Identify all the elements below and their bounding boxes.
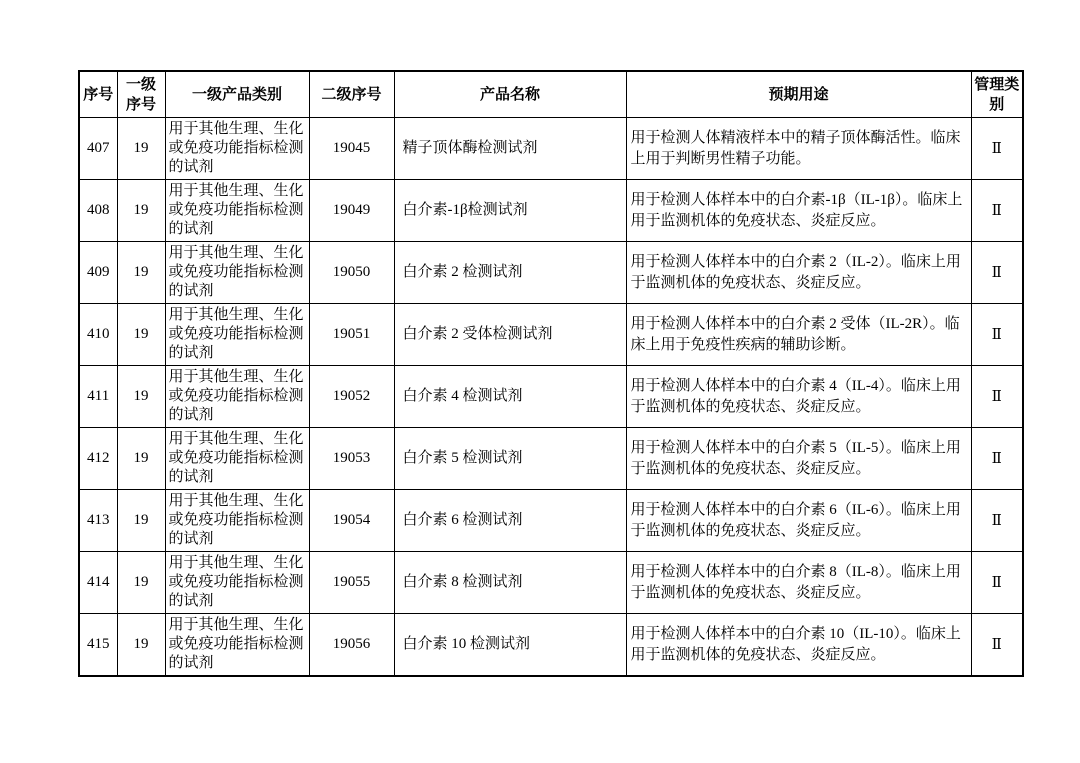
col-header-mgmt-class: 管理类别 <box>971 71 1023 118</box>
cell-intended-use: 用于检测人体样本中的白介素 6（IL-6）。临床上用于监测机体的免疫状态、炎症反应。 <box>626 490 971 552</box>
cell-mgmt-class: Ⅱ <box>971 614 1023 677</box>
cell-intended-use: 用于检测人体精液样本中的精子顶体酶活性。临床上用于判断男性精子功能。 <box>626 118 971 180</box>
cell-level2-serial: 19055 <box>309 552 394 614</box>
cell-level1-serial: 19 <box>117 304 165 366</box>
cell-product-name: 白介素 4 检测试剂 <box>394 366 626 428</box>
cell-level2-serial: 19045 <box>309 118 394 180</box>
cell-category: 用于其他生理、生化或免疫功能指标检测的试剂 <box>165 614 309 677</box>
cell-product-name: 白介素 5 检测试剂 <box>394 428 626 490</box>
cell-product-name: 白介素-1β检测试剂 <box>394 180 626 242</box>
cell-mgmt-class: Ⅱ <box>971 118 1023 180</box>
cell-mgmt-class: Ⅱ <box>971 428 1023 490</box>
cell-level2-serial: 19053 <box>309 428 394 490</box>
table-header-row <box>79 71 1023 118</box>
table-row <box>79 180 1023 242</box>
cell-serial: 412 <box>79 428 117 490</box>
cell-serial: 410 <box>79 304 117 366</box>
cell-level1-serial: 19 <box>117 180 165 242</box>
cell-level1-serial: 19 <box>117 366 165 428</box>
cell-intended-use: 用于检测人体样本中的白介素 4（IL-4）。临床上用于监测机体的免疫状态、炎症反应。 <box>626 366 971 428</box>
cell-mgmt-class: Ⅱ <box>971 180 1023 242</box>
cell-level1-serial: 19 <box>117 490 165 552</box>
cell-level2-serial: 19050 <box>309 242 394 304</box>
cell-intended-use: 用于检测人体样本中的白介素 2 受体（IL-2R）。临床上用于免疫性疾病的辅助诊断。 <box>626 304 971 366</box>
cell-product-name: 白介素 2 检测试剂 <box>394 242 626 304</box>
cell-intended-use: 用于检测人体样本中的白介素 10（IL-10）。临床上用于监测机体的免疫状态、炎症反应。 <box>626 614 971 677</box>
product-classification-table <box>78 70 1024 677</box>
table-row <box>79 366 1023 428</box>
cell-category: 用于其他生理、生化或免疫功能指标检测的试剂 <box>165 552 309 614</box>
cell-level1-serial: 19 <box>117 118 165 180</box>
cell-level1-serial: 19 <box>117 428 165 490</box>
cell-serial: 407 <box>79 118 117 180</box>
col-header-level1-category: 一级产品类别 <box>165 71 309 118</box>
cell-mgmt-class: Ⅱ <box>971 490 1023 552</box>
cell-intended-use: 用于检测人体样本中的白介素 2（IL-2）。临床上用于监测机体的免疫状态、炎症反应。 <box>626 242 971 304</box>
cell-serial: 409 <box>79 242 117 304</box>
cell-intended-use: 用于检测人体样本中的白介素-1β（IL-1β）。临床上用于监测机体的免疫状态、炎症反应。 <box>626 180 971 242</box>
cell-level2-serial: 19051 <box>309 304 394 366</box>
cell-mgmt-class: Ⅱ <box>971 552 1023 614</box>
cell-category: 用于其他生理、生化或免疫功能指标检测的试剂 <box>165 490 309 552</box>
cell-product-name: 白介素 6 检测试剂 <box>394 490 626 552</box>
col-header-level2-serial: 二级序号 <box>309 71 394 118</box>
table-row <box>79 490 1023 552</box>
table-row <box>79 614 1023 677</box>
cell-level1-serial: 19 <box>117 552 165 614</box>
cell-serial: 414 <box>79 552 117 614</box>
col-header-intended-use: 预期用途 <box>626 71 971 118</box>
cell-mgmt-class: Ⅱ <box>971 242 1023 304</box>
cell-intended-use: 用于检测人体样本中的白介素 8（IL-8）。临床上用于监测机体的免疫状态、炎症反应。 <box>626 552 971 614</box>
cell-level2-serial: 19054 <box>309 490 394 552</box>
table-row <box>79 552 1023 614</box>
cell-mgmt-class: Ⅱ <box>971 304 1023 366</box>
cell-serial: 413 <box>79 490 117 552</box>
cell-mgmt-class: Ⅱ <box>971 366 1023 428</box>
cell-category: 用于其他生理、生化或免疫功能指标检测的试剂 <box>165 180 309 242</box>
table-row <box>79 428 1023 490</box>
cell-level2-serial: 19052 <box>309 366 394 428</box>
table-row <box>79 242 1023 304</box>
cell-product-name: 白介素 8 检测试剂 <box>394 552 626 614</box>
cell-level2-serial: 19056 <box>309 614 394 677</box>
cell-level1-serial: 19 <box>117 614 165 677</box>
col-header-product-name: 产品名称 <box>394 71 626 118</box>
cell-serial: 411 <box>79 366 117 428</box>
cell-level2-serial: 19049 <box>309 180 394 242</box>
cell-product-name: 精子顶体酶检测试剂 <box>394 118 626 180</box>
cell-category: 用于其他生理、生化或免疫功能指标检测的试剂 <box>165 118 309 180</box>
cell-serial: 408 <box>79 180 117 242</box>
cell-category: 用于其他生理、生化或免疫功能指标检测的试剂 <box>165 366 309 428</box>
col-header-serial: 序号 <box>79 71 117 118</box>
table-row <box>79 304 1023 366</box>
cell-category: 用于其他生理、生化或免疫功能指标检测的试剂 <box>165 242 309 304</box>
cell-serial: 415 <box>79 614 117 677</box>
cell-intended-use: 用于检测人体样本中的白介素 5（IL-5）。临床上用于监测机体的免疫状态、炎症反应。 <box>626 428 971 490</box>
cell-product-name: 白介素 2 受体检测试剂 <box>394 304 626 366</box>
table-row <box>79 118 1023 180</box>
cell-category: 用于其他生理、生化或免疫功能指标检测的试剂 <box>165 428 309 490</box>
col-header-level1-serial: 一级序号 <box>117 71 165 118</box>
cell-level1-serial: 19 <box>117 242 165 304</box>
cell-product-name: 白介素 10 检测试剂 <box>394 614 626 677</box>
cell-category: 用于其他生理、生化或免疫功能指标检测的试剂 <box>165 304 309 366</box>
